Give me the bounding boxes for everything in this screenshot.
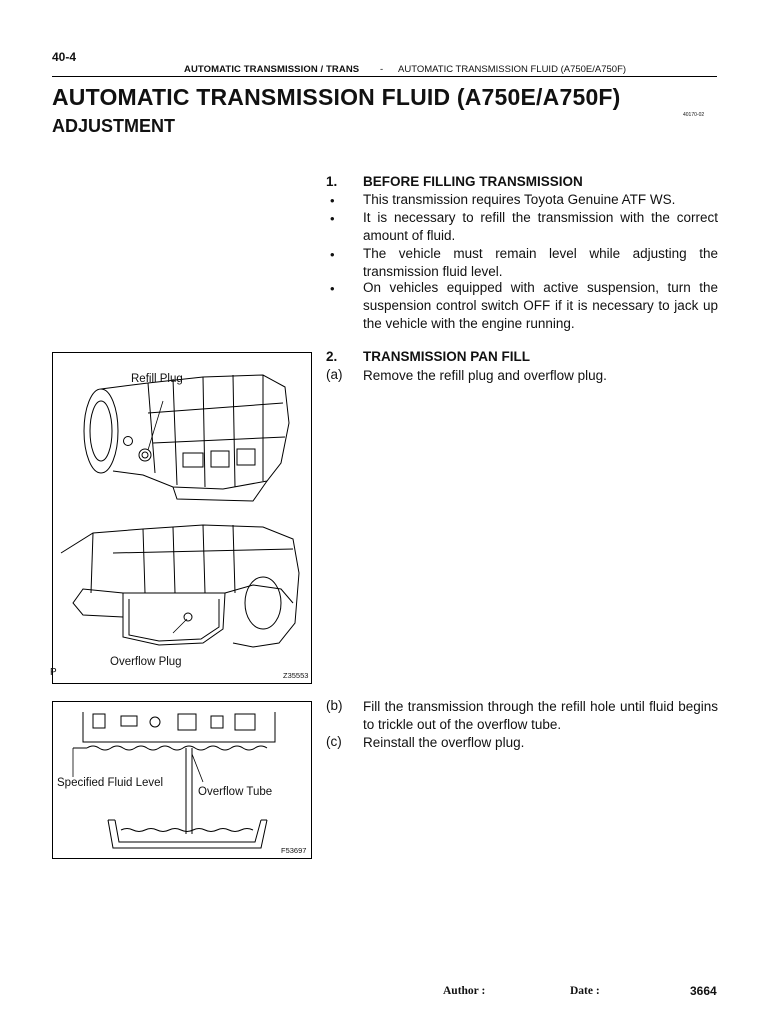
bullet-icon: • — [330, 281, 335, 296]
header-section-right: AUTOMATIC TRANSMISSION FLUID (A750E/A750F) — [398, 64, 627, 75]
footer-date-label: Date : — [570, 985, 600, 997]
header-separator: - — [380, 64, 384, 75]
page-title: AUTOMATIC TRANSMISSION FLUID (A750E/A750F) — [52, 84, 621, 110]
footer-page-number: 3664 — [690, 984, 717, 998]
sub-item-text: Remove the refill plug and overflow plug. — [363, 368, 607, 383]
step-2-number: 2. — [326, 349, 338, 364]
overflow-tube-label: Overflow Tube — [198, 786, 273, 798]
figure-code: Z35553 — [283, 671, 309, 680]
step-2-title: TRANSMISSION PAN FILL — [363, 349, 530, 364]
bullet-icon: • — [330, 193, 335, 208]
specified-fluid-level-label: Specified Fluid Level — [57, 777, 164, 789]
step-1-title: BEFORE FILLING TRANSMISSION — [363, 174, 583, 189]
step-1-bullet: This transmission requires Toyota Genuine ATF WS. — [363, 192, 676, 207]
sub-item-text: Fill the transmission through the refill hole until fluid begins to trickle out of the overflow tube. — [363, 699, 718, 732]
figure-corner-mark: P — [50, 667, 57, 678]
sub-item-label: (c) — [326, 734, 342, 749]
step-1-bullet: On vehicles equipped with active suspension, turn the suspension control switch OFF if it is necessary to jack up the vehicle with the engine running. — [363, 280, 718, 331]
bullet-icon: • — [330, 247, 335, 262]
refill-plug-label: Refill Plug — [131, 373, 183, 385]
page-number: 40-4 — [52, 50, 77, 64]
figure-code: F53697 — [281, 846, 307, 855]
figure-fluid-level — [52, 701, 312, 859]
sub-item-text: Reinstall the overflow plug. — [363, 735, 525, 750]
footer-author-label: Author : — [443, 985, 486, 997]
transmission-illustration — [53, 353, 311, 683]
header-rule — [52, 76, 717, 77]
step-1-number: 1. — [326, 174, 338, 189]
sub-item-label: (b) — [326, 698, 343, 713]
sub-item-label: (a) — [326, 367, 343, 382]
step-1-bullet: The vehicle must remain level while adjusting the transmission fluid level. — [363, 246, 718, 279]
page-subtitle: ADJUSTMENT — [52, 116, 176, 136]
figure-refill-overflow-plugs — [52, 352, 312, 684]
header-section-left: AUTOMATIC TRANSMISSION / TRANS — [184, 64, 360, 75]
document-code: 40170-02 — [683, 112, 705, 118]
step-1-bullet: It is necessary to refill the transmission with the correct amount of fluid. — [363, 210, 718, 243]
bullet-icon: • — [330, 211, 335, 226]
overflow-plug-label: Overflow Plug — [110, 656, 182, 668]
